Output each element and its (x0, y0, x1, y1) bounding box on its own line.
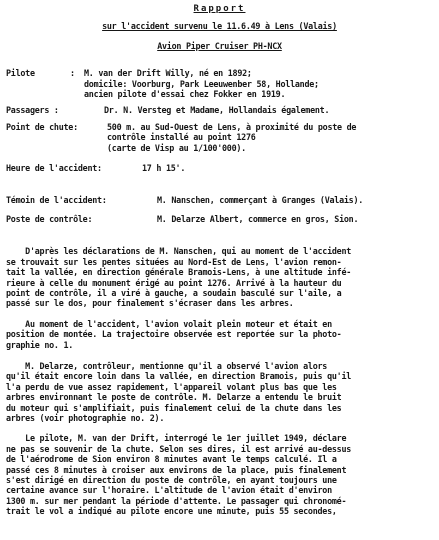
poste-de-controle-field (6, 214, 433, 224)
paragraph-line: passé ces 8 minutes à croiser aux environs de la place, puis finalement (6, 464, 347, 475)
paragraph-line: 1300 m. sur mer pendant la période d'attente. Le passager qui chronomé- (6, 495, 347, 506)
paragraph-line: tait la vallée, en direction générale Bramois-Lens, à une altitude infé- (6, 267, 352, 278)
paragraph-line: de l'aérodrome de Sion environ 8 minutes avant le temps calculé. Il a (6, 454, 337, 465)
paragraph-line: D'après les déclarations de M. Nanschen, qui au moment de l'accident (6, 246, 352, 257)
paragraph-line: ne pas se souvenir de la chute. Selon ses dires, il est arrivé au-dessus (6, 443, 352, 454)
temoin-value: M. Nanschen, commerçant à Granges (Valais). (157, 195, 364, 206)
pilote-field (6, 68, 433, 99)
paragraph-line: trait le vol a indiqué au pilote encore une minute, puis 55 secondes, (6, 506, 337, 517)
pilote-line: ancien pilote d'essai chez Fokker en 1919. (84, 89, 286, 100)
paragraph-line: certaine avance sur l'horaire. L'altitude de l'avion était d'environ (6, 485, 332, 496)
paragraph-line: Au moment de l'accident, l'avion volait plein moteur et était en (6, 318, 332, 329)
aircraft-heading: Avion Piper Cruiser PH-NCX (157, 40, 282, 51)
paragraph-witness (6, 246, 433, 308)
paragraph-line: l'a perdu de vue assez rapidement, l'appareil volant plus bas que les (6, 381, 337, 392)
paragraph-line: qu'il était encore loin dans la vallée, en direction Bramois, puis qu'il (6, 371, 352, 382)
passagers-label: Passagers : (6, 105, 59, 116)
heure-field (6, 163, 433, 173)
temoin-label: Témoin de l'accident: (6, 195, 107, 206)
pilote-colon: : (70, 68, 75, 79)
pilote-line: M. van der Drift Willy, né en 1892; (84, 68, 252, 79)
paragraph-line: se trouvait sur les pentes situées au Nord-Est de Lens, l'avion remon- (6, 256, 342, 267)
pilote-line: domicile: Voorburg, Park Leeuwenber 58, Hollande; (84, 78, 319, 89)
point-de-chute-field (6, 122, 433, 153)
point-de-chute-value (107, 122, 433, 153)
paragraph-line: arbres (voir photographie no. 2). (6, 412, 165, 423)
paragraph-line: rieure à celle du monument érigé au point 1276. Arrivé à la hauteur du (6, 277, 342, 288)
point-de-chute-line: (carte de Visp au 1/100'000). (107, 142, 246, 153)
poste-de-controle-label: Poste de contrôle: (6, 213, 93, 224)
pilote-value (84, 68, 433, 99)
paragraph-line: position de montée. La trajectoire observée est reportée sur la photo- (6, 329, 342, 340)
paragraph-trajectory (6, 319, 433, 350)
heure-value: 17 h 15'. (142, 163, 186, 174)
paragraph-line: M. Delarze, contrôleur, mentionne qu'il a observé l'avion alors (6, 360, 328, 371)
paragraph-line: s'est dirigé en direction du poste de contrôle, en ayant toujours une (6, 475, 337, 485)
passagers-field (6, 105, 433, 115)
paragraph-line: Le pilote, M. van der Drift, interrogé le 1er juillet 1949, déclare (6, 433, 347, 444)
report-subtitle: sur l'accident survenu le 11.6.49 à Lens (Valais) (102, 21, 337, 32)
point-de-chute-label: Point de chute: (6, 121, 78, 132)
paragraph-pilot-statement (6, 433, 433, 516)
paragraph-line: point de contrôle, il a viré à gauche, a soudain basculé sur l'aile, a (6, 287, 342, 298)
pilote-label: Pilote (6, 68, 35, 79)
report-title: Rapport (193, 4, 246, 14)
temoin-field (6, 195, 433, 205)
paragraph-line: du moteur qui s'amplifiait, puis finalement celui de la chute dans les (6, 402, 342, 413)
paragraph-line: graphie no. 1. (6, 339, 74, 350)
point-de-chute-line: 500 m. au Sud-Ouest de Lens, à proximité du poste de (107, 121, 357, 132)
paragraph-line: passé sur le dos, pour finalement s'écraser dans les arbres. (6, 298, 294, 309)
paragraph-controller (6, 361, 433, 423)
poste-de-controle-value: M. Delarze Albert, commerce en gros, Sion. (157, 213, 359, 224)
passagers-value: Dr. N. Versteg et Madame, Hollandais également. (104, 105, 330, 116)
point-de-chute-line: contrôle installé au point 1276 (107, 132, 256, 143)
paragraph-line: arbres environnant le poste de contrôle. M. Delarze a entendu le bruit (6, 392, 342, 403)
heure-label: Heure de l'accident: (6, 163, 102, 174)
